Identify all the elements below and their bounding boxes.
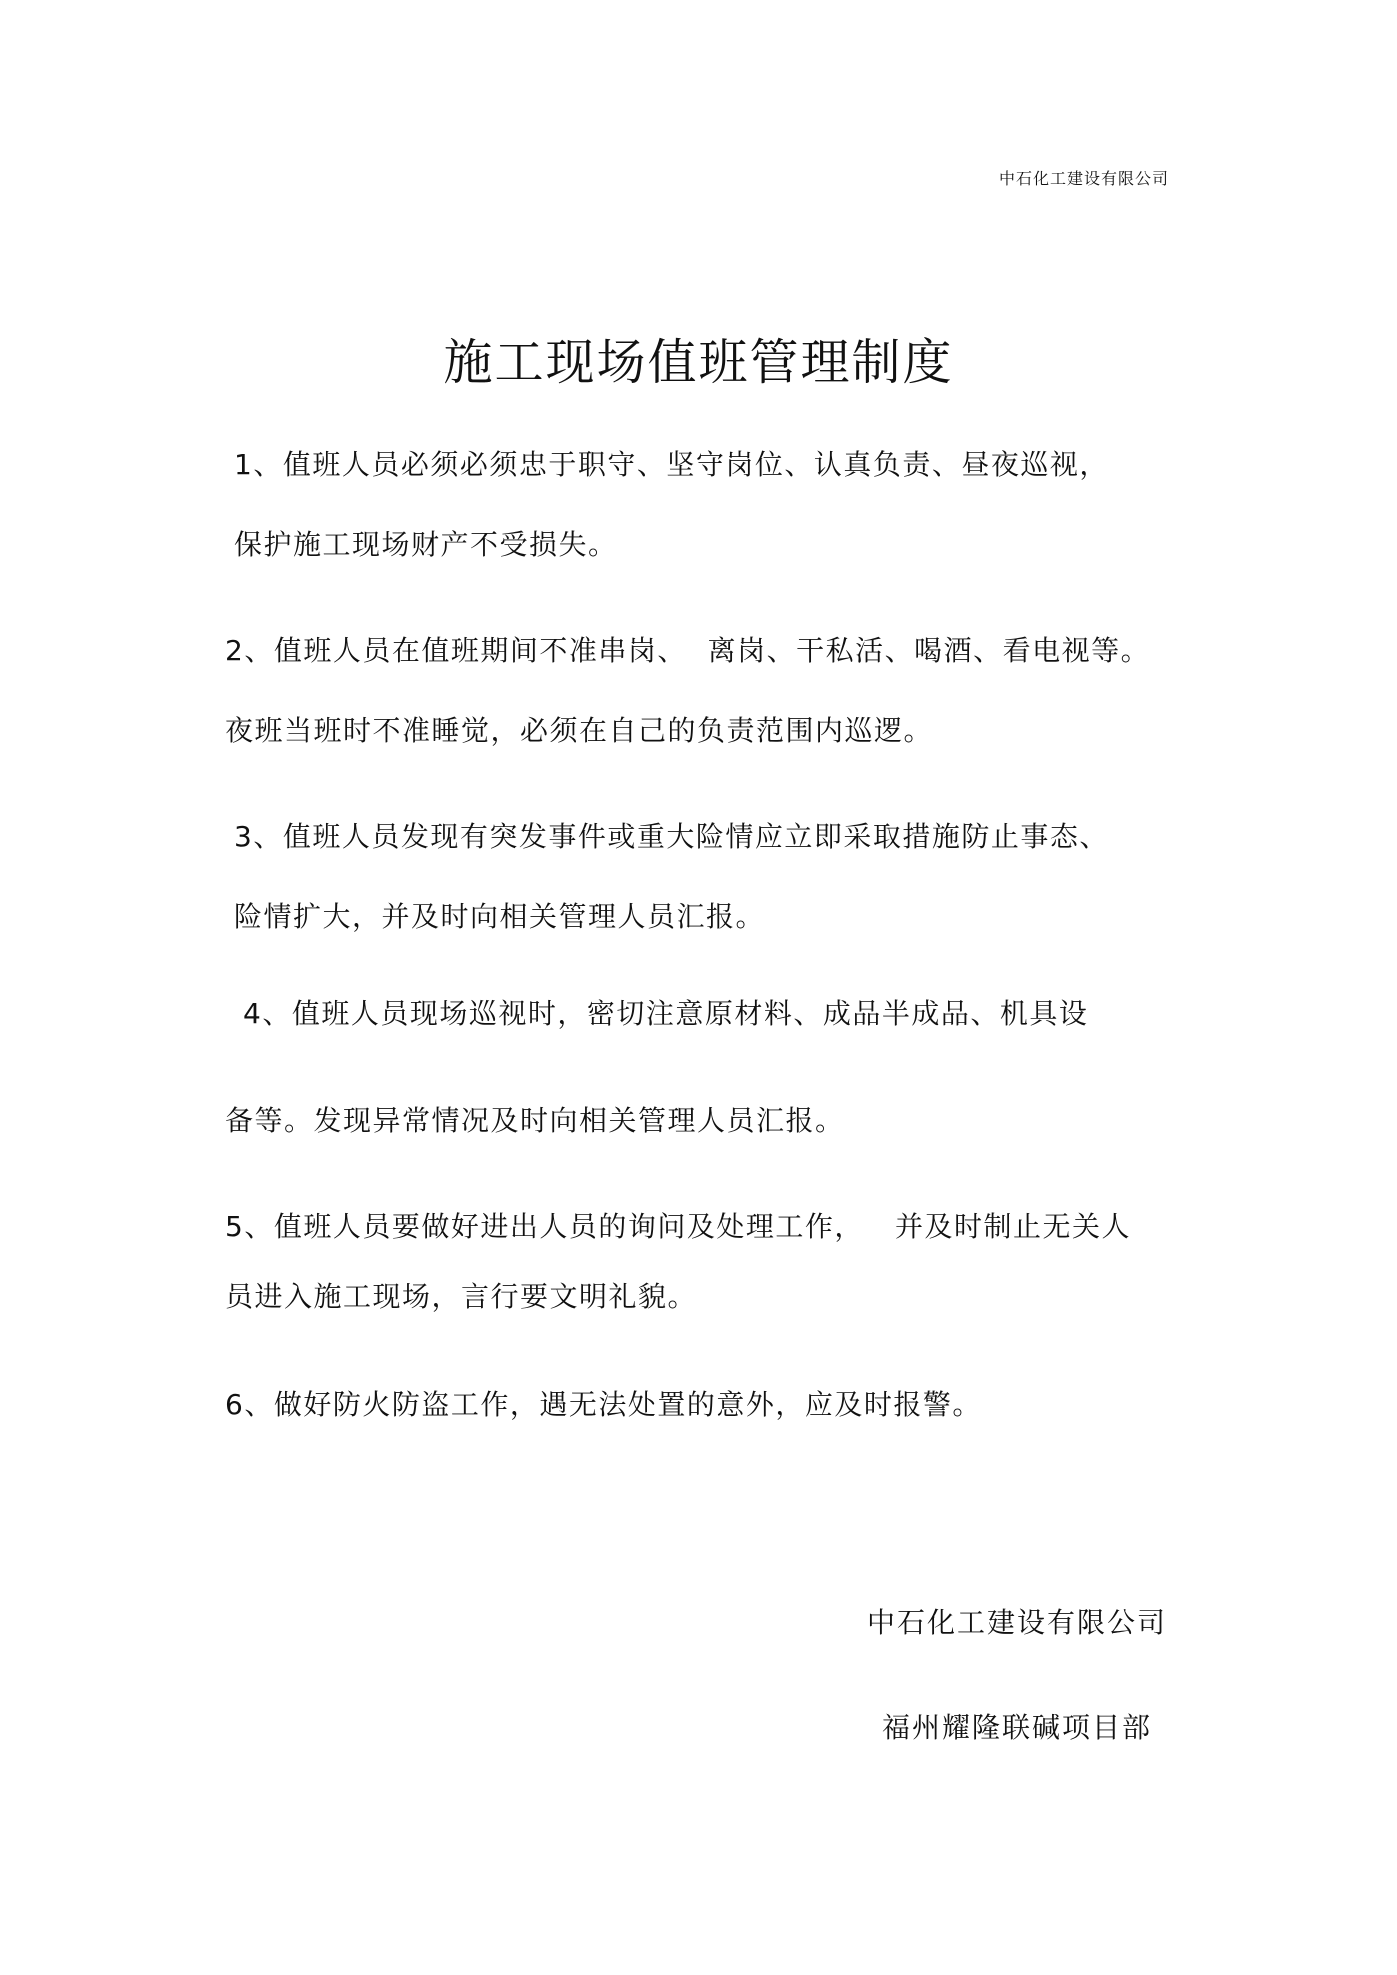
item-3-line-1: 3、值班人员发现有突发事件或重大险情应立即采取措施防止事态、	[234, 820, 1109, 853]
item-2-line-2: 夜班当班时不准睡觉，必须在自己的负责范围内巡逻。	[225, 714, 934, 747]
signature-department: 福州耀隆联碱项目部	[881, 1711, 1152, 1744]
item-2-line-1: 2、值班人员在值班期间不准串岗、 离岗、干私活、喝酒、看电视等。	[225, 634, 1151, 667]
item-6-line-1: 6、做好防火防盗工作，遇无法处置的意外，应及时报警。	[225, 1388, 982, 1421]
header-company-name: 中石化工建设有限公司	[998, 169, 1169, 188]
signature-company: 中石化工建设有限公司	[866, 1606, 1167, 1639]
item-1-line-1: 1、值班人员必须必须忠于职守、坚守岗位、认真负责、昼夜巡视，	[234, 448, 1109, 481]
item-4-line-1: 4、值班人员现场巡视时，密切注意原材料、成品半成品、机具设	[243, 997, 1089, 1030]
item-4-line-2: 备等。发现异常情况及时向相关管理人员汇报。	[225, 1104, 845, 1137]
item-5-line-2: 员进入施工现场，言行要文明礼貌。	[225, 1280, 698, 1313]
document-title: 施工现场值班管理制度	[443, 334, 954, 391]
item-5-line-1: 5、值班人员要做好进出人员的询问及处理工作， 并及时制止无关人	[225, 1210, 1132, 1243]
item-1-line-2: 保护施工现场财产不受损失。	[234, 528, 618, 561]
item-3-line-2: 险情扩大，并及时向相关管理人员汇报。	[234, 900, 766, 933]
